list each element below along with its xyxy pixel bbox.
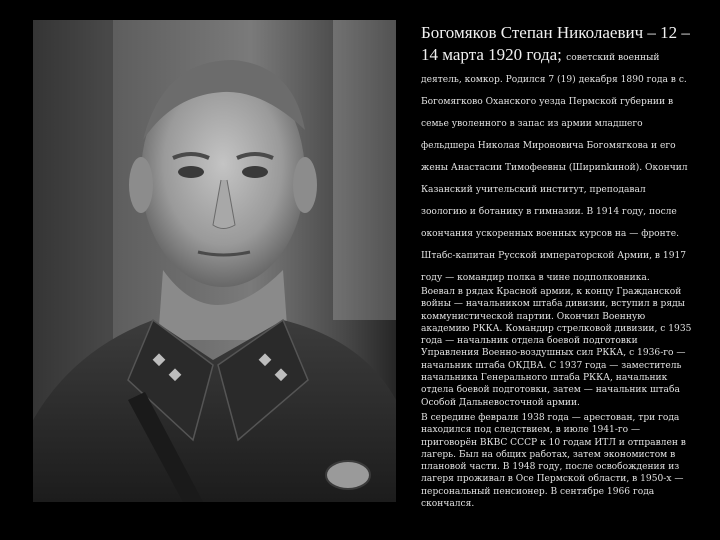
portrait-photo <box>33 20 396 502</box>
person-name: Богомяков Степан Николаевич <box>421 23 644 42</box>
biography-paragraph-1: советский военный деятель, комкор. Родился 7 (19) декабря 1890 года в с. Богомягково Оханского уезда Пермской губернии в семье уволенного в запас из армии младшего фельдшера Николая Мироновича Богомягкова и его жены Анастасии Тимофеевны (Шириnkиной). Окончил Казанский учительский институт, преподавал зоологию и ботанику в гимназии. В 1914 году, после окончания ускоренных военных курсов на — фронте. Штабс-капитан Русской императорской Армии, в 1917 году — командир полка в чине подполковника. <box>421 53 688 283</box>
death-dates: – 12 – 14 марта 1920 года; <box>421 23 690 64</box>
biography-paragraph-3: В середине февраля 1938 года — арестован, три года находился под следствием, в июле 1941-го — приговорён ВКВС СССР к 10 годам ИТЛ и отправлен в лагерь. Был на общих работах, затем экономистом в плановой части. В 1948 году, после освобождения из лагеря проживал в Осе Пермской области, в 1950-х — персональный пенсионер. В сентябре 1966 года скончался. <box>421 412 686 510</box>
biography-paragraph-2: Воевал в рядах Красной армии, к концу Гражданской войны — начальником штаба дивизии, вступил в ряды коммунистической партии. Окончил Военную академию РККА. Командир стрелковой дивизии, с 1935 года — начальник отдела боевой подготовки Управления Военно-воздушных сил РККА, с 1936-го — начальник штаба ОКДВА. С 1937 года — заместитель начальника Генерального штаба РККА, начальник отдела боевой подготовки, затем — начальник штаба Особой Дальневосточной армии. <box>421 287 692 408</box>
biography-text <box>421 22 693 513</box>
portrait-illustration <box>33 20 396 502</box>
biography-heading <box>421 22 693 286</box>
